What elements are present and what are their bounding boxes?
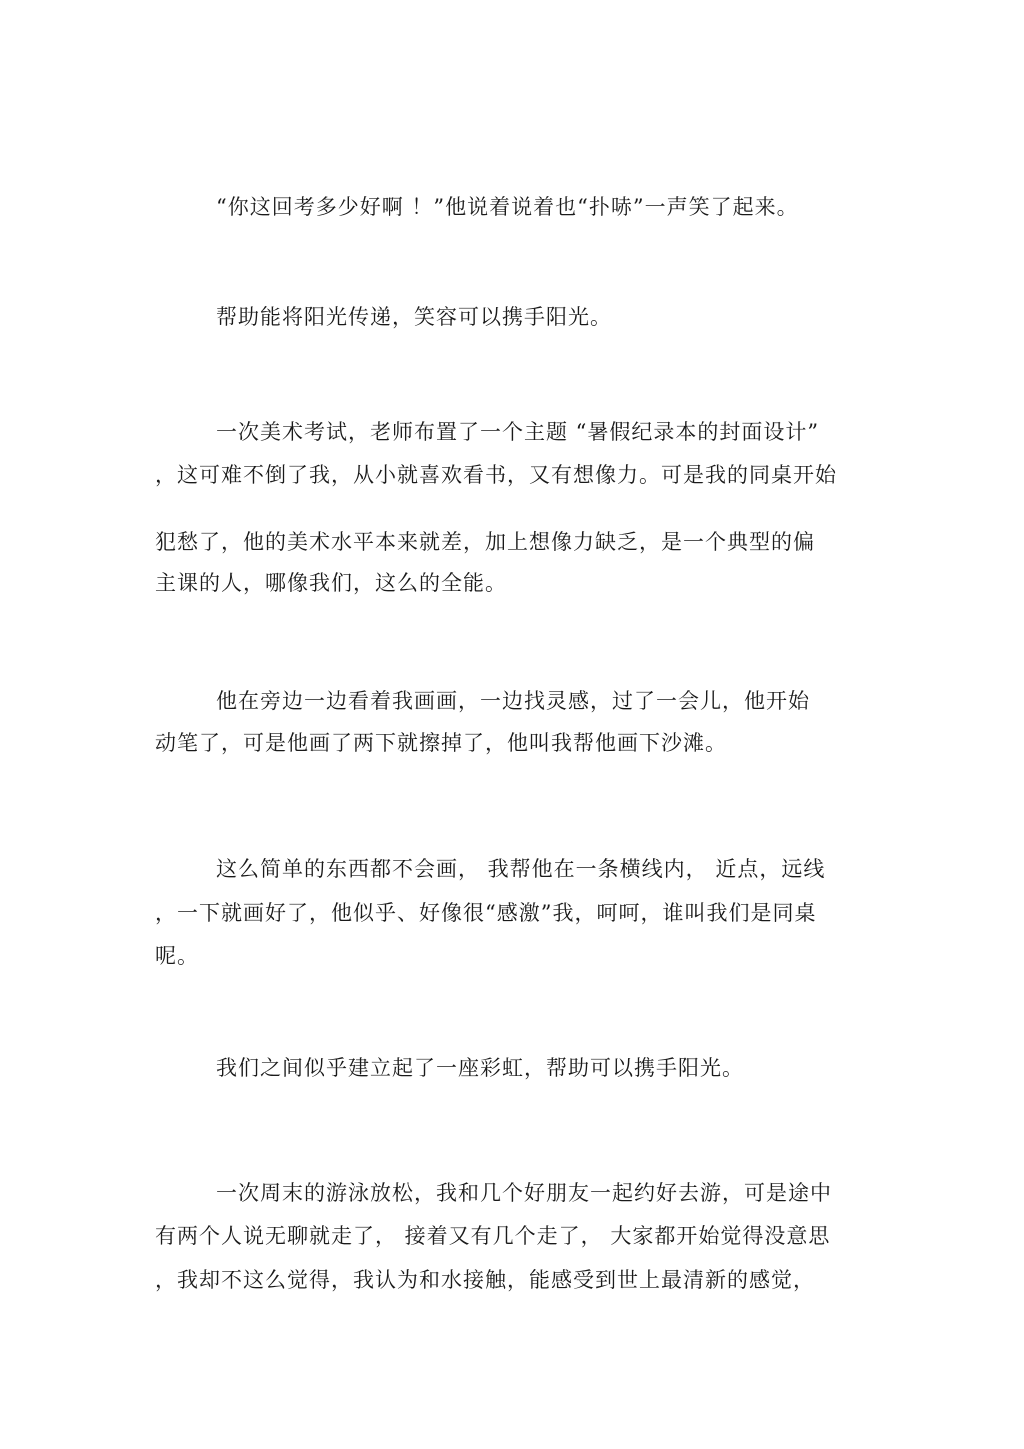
text-line-1: “你这回考多少好啊 ！”他说着说着也“扑哧”一声笑了起来。: [216, 195, 799, 219]
text-line-2: 帮助能将阳光传递，笑容可以携手阳光。: [216, 305, 612, 329]
text-line-11: 呢。: [155, 944, 199, 968]
text-line-15: ，我却不这么觉得，我认为和水接触，能感受到世上最清新的感觉，: [155, 1268, 815, 1292]
text-line-6: 主课的人，哪像我们，这么的全能。: [155, 571, 507, 595]
text-line-14: 有两个人说无聊就走了， 接着又有几个走了， 大家都开始觉得没意思: [155, 1224, 831, 1248]
text-line-9: 这么简单的东西都不会画， 我帮他在一条横线内， 近点，远线: [216, 857, 826, 881]
text-line-8: 动笔了，可是他画了两下就擦掉了，他叫我帮他画下沙滩。: [155, 731, 727, 755]
text-line-10: ，一下就画好了，他似乎、好像很“感激”我，呵呵，谁叫我们是同桌: [155, 901, 817, 925]
text-line-13: 一次周末的游泳放松，我和几个好朋友一起约好去游，可是途中: [216, 1181, 832, 1205]
text-line-4: ，这可难不倒了我，从小就喜欢看书，又有想像力。可是我的同桌开始: [155, 463, 837, 487]
text-line-3: 一次美术考试，老师布置了一个主题 “暑假纪录本的封面设计”: [216, 420, 820, 444]
text-line-12: 我们之间似乎建立起了一座彩虹，帮助可以携手阳光。: [216, 1056, 744, 1080]
text-line-7: 他在旁边一边看着我画画，一边找灵感，过了一会儿，他开始: [216, 689, 810, 713]
text-line-5: 犯愁了，他的美术水平本来就差，加上想像力缺乏，是一个典型的偏: [155, 530, 815, 554]
